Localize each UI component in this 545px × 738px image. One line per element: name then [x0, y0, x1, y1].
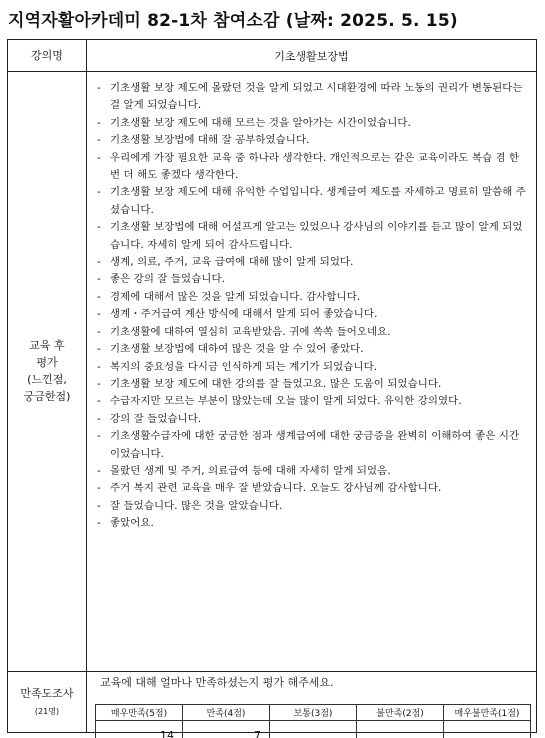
comment-item — [95, 254, 528, 271]
comment-item — [95, 219, 528, 254]
bullet-dash: - — [97, 464, 101, 477]
bullet-dash: - — [97, 221, 101, 234]
comment-item — [95, 428, 528, 463]
bullet-dash: - — [97, 395, 101, 408]
satisfaction-content-cell — [87, 671, 536, 738]
comment-item — [95, 463, 528, 480]
comment-item — [95, 393, 528, 410]
comment-text: 좋은 강의 잘 들었습니다. — [110, 273, 225, 286]
comment-text: 기초생활 보장 제도에 대한 강의를 잘 들었고요. 많은 도움이 되었습니다. — [110, 377, 442, 390]
comment-text: 기초생활에 대하여 열심히 교육받았음. 귀에 쏙쏙 들어오네요. — [110, 325, 391, 338]
comment-item — [95, 132, 528, 149]
comment-item — [95, 289, 528, 306]
comment-item — [95, 376, 528, 393]
rating-count-cell — [270, 721, 357, 738]
rating-column-header: 매우불만족(1점) — [444, 705, 531, 721]
comment-text: 기초생활 보장법에 대해 어설프게 알고는 있었으나 강사님의 이야기를 듣고 많이 알게 되었습니다. 자세히 알게 되어 감사드립니다. — [110, 221, 523, 251]
comment-item — [95, 498, 528, 515]
bullet-dash: - — [97, 430, 101, 443]
satisfaction-count-row — [96, 721, 531, 738]
comment-text: 좋았어요. — [110, 517, 154, 530]
page-title: 지역자활아카데미 82-1차 참여소감 (날짜: 2025. 5. 15) — [8, 11, 458, 31]
comment-text: 우리에게 가장 필요한 교육 중 하나라 생각한다. 개인적으로는 같은 교육이라도 복습 겸 한 번 더 해도 좋겠다 생각한다. — [110, 151, 520, 182]
bullet-dash: - — [97, 482, 101, 495]
comment-text: 주거 복지 관련 교육을 매우 잘 받았습니다. 오늘도 강사님께 감사합니다. — [110, 482, 442, 495]
comment-text: 강의 잘 들었습니다. — [110, 412, 202, 425]
rating-column-header: 보통(3점) — [270, 705, 357, 721]
comment-item — [95, 515, 528, 532]
evaluation-content-cell — [87, 71, 536, 671]
bullet-dash: - — [97, 412, 101, 425]
comment-item — [95, 359, 528, 376]
evaluation-label: 교육 후 평가 (느낀점, 궁금한점) — [23, 338, 71, 404]
rating-count-cell: 7 — [183, 721, 270, 738]
satisfaction-label-cell — [8, 671, 87, 732]
comment-text: 생계・주거급여 계산 방식에 대해서 알게 되어 좋았습니다. — [110, 308, 378, 321]
comment-text: 잘 들었습니다. 많은 것을 알았습니다. — [110, 499, 283, 512]
bullet-dash: - — [97, 517, 101, 530]
bullet-dash: - — [97, 325, 101, 338]
rating-column-header: 만족(4점) — [183, 705, 270, 721]
comment-text: 기초생활 보장법에 대해 잘 공부하였습니다. — [110, 134, 310, 147]
bullet-dash: - — [97, 273, 101, 286]
course-name: 기초생활보장법 — [274, 49, 349, 63]
comment-item — [95, 324, 528, 341]
bullet-dash: - — [97, 290, 101, 303]
bullet-dash: - — [97, 186, 101, 199]
comment-text: 생계, 의료, 주거, 교육 급여에 대해 많이 알게 되었다. — [110, 256, 354, 269]
comment-item — [95, 480, 528, 497]
comment-item — [95, 184, 528, 219]
survey-sheet — [7, 39, 537, 738]
comment-text: 기초생활 보장 제도에 몰랐던 것을 알게 되었고 시대환경에 따라 노동의 권리가 변동된다는 걸 알게 되었습니다. — [110, 82, 523, 112]
comment-text: 몰랐던 생계 및 주거, 의료급여 등에 대해 자세히 알게 되었음. — [110, 464, 391, 477]
bullet-dash: - — [97, 343, 101, 356]
rating-column-header: 불만족(2점) — [357, 705, 444, 721]
comment-item — [95, 80, 528, 115]
comment-item — [95, 115, 528, 132]
bullet-dash: - — [97, 499, 101, 512]
satisfaction-question: 교육에 대해 얼마나 만족하셨는지 평가 해주세요. — [100, 676, 334, 689]
bullet-dash: - — [97, 256, 101, 269]
comment-list — [95, 80, 528, 533]
comment-text: 기초생활 보장 제도에 대해 모르는 것을 알아가는 시간이었습니다. — [110, 116, 411, 129]
comment-item — [95, 341, 528, 358]
rating-count-cell — [444, 721, 531, 738]
bullet-dash: - — [97, 308, 101, 321]
comment-text: 기초생활수급자에 대한 궁금한 점과 생계급여에 대한 궁금증을 완벽히 이해하여 좋은 시간이었습니다. — [110, 430, 520, 460]
course-name-cell — [87, 40, 536, 71]
comment-text: 기초생활 보장법에 대하여 많은 것을 알 수 있어 좋았다. — [110, 343, 364, 356]
comment-text: 수급자지만 모르는 부분이 많았는데 오늘 많이 알게 되었다. 유익한 강의였다. — [110, 395, 462, 408]
rating-column-header: 매우만족(5점) — [96, 705, 183, 721]
bullet-dash: - — [97, 82, 101, 94]
bullet-dash: - — [97, 134, 101, 147]
satisfaction-header-row — [96, 705, 531, 721]
comment-text: 기초생활 보장 제도에 대해 유익한 수업입니다. 생계급여 제도를 자세하고 명료히 말씀해 주셨습니다. — [110, 186, 526, 216]
comment-item — [95, 271, 528, 288]
course-label-cell — [8, 40, 87, 71]
course-label: 강의명 — [31, 48, 63, 62]
bullet-dash: - — [97, 377, 101, 390]
evaluation-label-cell — [8, 71, 87, 671]
comment-item — [95, 306, 528, 323]
satisfaction-label: 만족도조사 — [20, 686, 74, 700]
bullet-dash: - — [97, 360, 101, 373]
comment-text: 경제에 대해서 많은 것을 알게 되었습니다. 감사합니다. — [110, 290, 361, 303]
rating-count-cell — [357, 721, 444, 738]
comment-item — [95, 411, 528, 428]
bullet-dash: - — [97, 151, 101, 164]
satisfaction-table — [95, 704, 531, 738]
bullet-dash: - — [97, 116, 101, 129]
respondent-count: (21명) — [34, 706, 60, 716]
rating-count-cell: 14 — [96, 721, 183, 738]
comment-item — [95, 150, 528, 185]
comment-text: 복지의 중요성을 다시금 인식하게 되는 계기가 되었습니다. — [110, 360, 378, 373]
